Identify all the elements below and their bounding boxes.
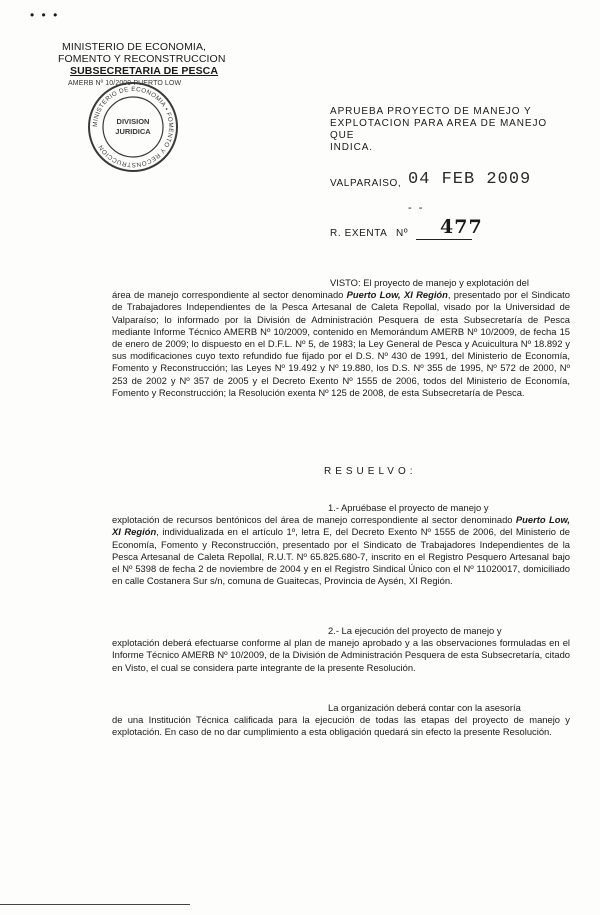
reference-line: AMERB Nº 10/2009 PUERTO LOW <box>68 80 182 87</box>
article-2 <box>112 625 570 674</box>
resolution-label: R. EXENTA <box>330 228 388 239</box>
paragraph-3 <box>112 702 570 739</box>
article-1 <box>112 502 570 587</box>
date-stamp: 04 FEB 2009 <box>408 170 532 189</box>
resolution-title <box>330 106 570 154</box>
subsecretaria-heading: SUBSECRETARIA DE PESCA <box>70 65 219 77</box>
corner-marks: • • • <box>30 8 60 22</box>
resuelvo-heading: RESUELVO: <box>324 466 417 477</box>
place-city: VALPARAISO, <box>330 178 402 189</box>
ministry-line-1: MINISTERIO DE ECONOMIA, <box>62 41 207 53</box>
article-1-text-b: , individualizada en el artículo 1º, letra E, del Decreto Exento Nº 1555 de 2006, del Ministerio de Economía, Fomento y Reconstrucción, presentado por el Sindicato de Trabajadores Independientes de la Pesca Artesanal de Caleta Repollal, R.U.T. Nº 65.825.680-7, inscrito en el Registro Pesquero Artesanal bajo el Nº 5398 de fecha 2 de noviembre de 2004 y en el Registro Sindical Único con el Nº 11020017, domiciliado en calle Costanera Sur s/n, comuna de Guaitecas, Provincia de Aysén, XI Región. <box>112 526 570 587</box>
seal-ring-text: MINISTERIO DE ECONOMIA • FOMENTO Y RECONSTRUCCION <box>91 85 175 169</box>
article-1-sector: Puerto Low, XI Región <box>112 514 571 538</box>
visto-sector: Puerto Low, XI Región <box>346 289 448 301</box>
visto-label: VISTO: <box>330 277 361 288</box>
paragraph-3-text: de una Institución Técnica calificada para la ejecución de todas las etapas del proyecto de manejo y explotación. En caso de no dar cumplimiento a esta obligación quedará sin efecto la presente Resolución. <box>112 714 570 738</box>
visto-text-c: , presentado por el Sindicato de Trabajadores Independientes de la Pesca Artesanal de Caleta Repollal, visado por la Universidad de Valparaíso; lo informado por la División de Administración Pesquera de esta Subsecretaría de Pesca mediante Informe Técnico AMERB Nº 10/2009, contenido en Memorándum AMERB Nº 10/2009, de fecha 15 de enero de 2009; lo dispuesto en el D.F.L. Nº 5, de 1983; la Ley General de Pesca y Acuicultura Nº 18.892 y sus modificaciones cuyo texto refundido fue fijado por el D.S. Nº 430 de 1991, del Ministerio de Economía, Fomento y Reconstrucción; las Leyes Nº 19.492 y Nº 19.880, los D.S. Nº 355 de 1995, Nº 572 de 2000, Nº 253 de 2002 y Nº 357 de 2005 y el Decreto Exento Nº 1555 de 2006, todos del Ministerio de Economía, Fomento y Reconstrucción; la Resolución exenta Nº 125 de 2008, de esta Subsecretaría de Pesca. <box>112 289 570 398</box>
title-line-2: EXPLOTACION PARA AREA DE MANEJO QUE <box>330 118 548 141</box>
title-line-3: INDICA. <box>330 142 373 153</box>
article-2-text: explotación deberá efectuarse conforme al plan de manejo aprobado y a las observaciones formuladas en el Informe Técnico AMERB Nº 10/2009, de la División de Administración Pesquera de esta Subsecretaría, citado en Visto, el cual se considera parte integrante de la presente Resolución. <box>112 637 570 673</box>
visto-opening: El proyecto de manejo y explotación del <box>363 277 529 288</box>
resolution-number-underline <box>416 239 472 240</box>
article-1-lead: 1.- Apruébase el proyecto de manejo y <box>328 502 489 513</box>
article-1-text-a: explotación de recursos bentónicos del área de manejo correspondiente al sector denominado <box>112 514 513 526</box>
seal-inner-line-2: JURIDICA <box>115 127 151 136</box>
seal-stamp-icon <box>86 80 180 174</box>
footer-rule <box>0 904 190 905</box>
resolution-dash: - - <box>408 202 425 214</box>
ministry-line-2: FOMENTO Y RECONSTRUCCION <box>58 53 226 65</box>
article-2-lead: 2.- La ejecución del proyecto de manejo y <box>328 625 502 636</box>
visto-text-a: área de manejo correspondiente al sector denominado <box>112 289 344 301</box>
seal-inner-line-1: DIVISION <box>116 117 150 126</box>
resolution-no-label: Nº <box>396 228 409 239</box>
division-juridica-seal <box>86 80 180 174</box>
visto-paragraph <box>112 277 570 399</box>
resolution-number: 477 <box>440 216 483 238</box>
title-line-1: APRUEBA PROYECTO DE MANEJO Y <box>330 106 532 117</box>
paragraph-3-lead: La organización deberá contar con la asesoría <box>328 702 521 713</box>
